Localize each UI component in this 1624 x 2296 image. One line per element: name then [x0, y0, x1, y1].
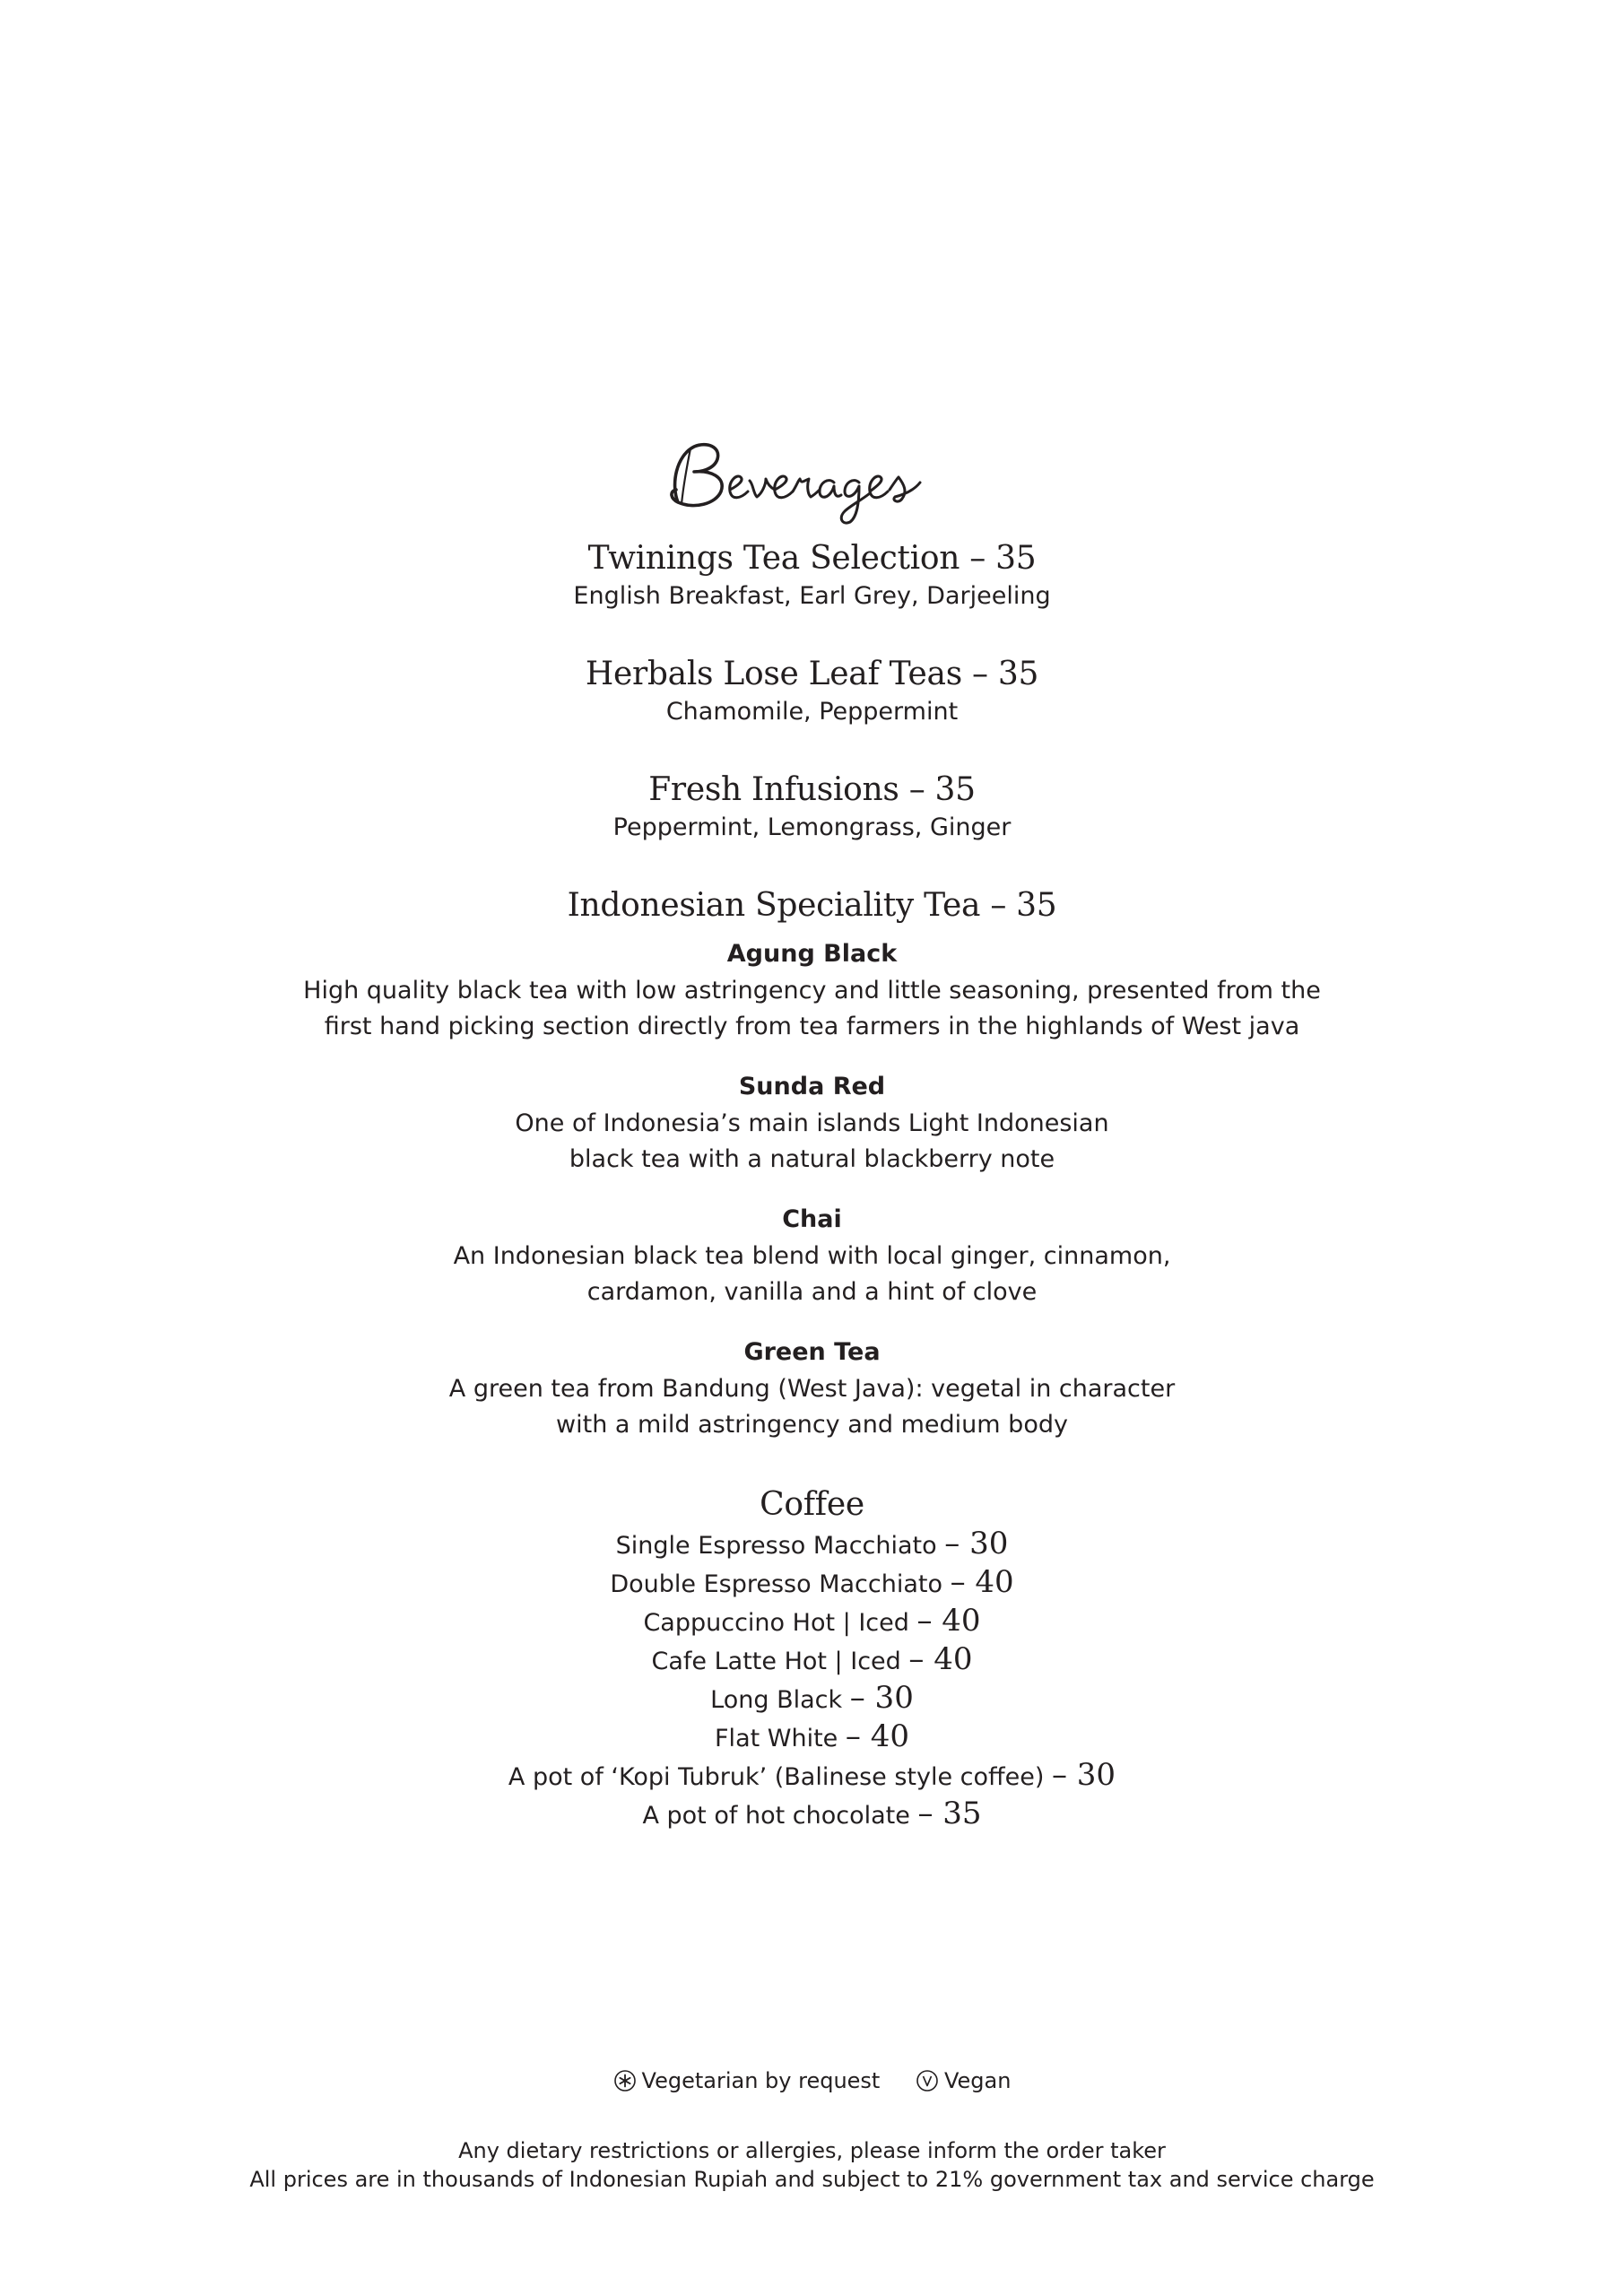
tea-description: One of Indonesia’s main islands Light Indonesian [515, 1109, 1109, 1137]
legend-vegan [916, 2065, 1011, 2097]
menu-title [0, 430, 1624, 529]
tea-description: An Indonesian black tea blend with local ginger, cinnamon, [453, 1242, 1171, 1270]
tea-item-agung-black [0, 937, 1624, 1045]
coffee-item [0, 1526, 1624, 1564]
dietary-legend [0, 2065, 1624, 2101]
tea-name: Agung Black [726, 940, 898, 968]
legend-label: Vegetarian by request [641, 2068, 881, 2093]
coffee-name: A pot of ‘Kopi Tubruk’ (Balinese style coffee) [508, 1763, 1045, 1791]
tea-section-herbals [0, 654, 1624, 729]
allergy-note: Any dietary restrictions or allergies, please inform the order taker [458, 2138, 1166, 2163]
coffee-name: Flat White [715, 1725, 838, 1752]
legend-label: Vegan [943, 2068, 1012, 2093]
tea-name: Green Tea [743, 1338, 881, 1366]
section-heading: Coffee [760, 1486, 864, 1523]
coffee-price: – 40 [950, 1564, 1014, 1600]
section-items: Chamomile, Peppermint [665, 698, 959, 726]
tea-item-green-tea [0, 1335, 1624, 1443]
beverages-script-title [651, 430, 974, 529]
coffee-section [0, 1484, 1624, 1834]
coffee-price: – 30 [944, 1526, 1009, 1561]
section-items: Peppermint, Lemongrass, Ginger [612, 813, 1012, 841]
legend-vegetarian [613, 2065, 881, 2097]
footer-notes [0, 2136, 1624, 2194]
coffee-price: – 30 [1051, 1757, 1116, 1793]
tea-description: cardamon, vanilla and a hint of clove [586, 1278, 1038, 1306]
menu-body [0, 538, 1624, 1834]
coffee-name: Cafe Latte Hot | Iced [651, 1648, 901, 1675]
asterisk-circle-icon [613, 2069, 637, 2092]
coffee-name: Long Black [710, 1686, 843, 1714]
tea-section-fresh-infusions [0, 770, 1624, 845]
speciality-tea-section [0, 885, 1624, 1443]
coffee-name: Cappuccino Hot | Iced [643, 1609, 909, 1637]
tea-description: first hand picking section directly from tea farmers in the highlands of West java [324, 1013, 1300, 1040]
tea-name: Sunda Red [738, 1073, 886, 1100]
coffee-item [0, 1796, 1624, 1834]
tea-section-twinings [0, 538, 1624, 613]
coffee-item [0, 1603, 1624, 1641]
tea-description: black tea with a natural blackberry note [569, 1145, 1055, 1173]
section-heading: Twinings Tea Selection – 35 [587, 540, 1037, 577]
coffee-price: – 40 [908, 1641, 973, 1677]
coffee-name: A pot of hot chocolate [642, 1802, 910, 1830]
section-heading: Fresh Infusions – 35 [648, 771, 976, 808]
coffee-item [0, 1641, 1624, 1680]
coffee-item [0, 1680, 1624, 1718]
tea-description: with a mild astringency and medium body [556, 1411, 1068, 1439]
tea-item-chai [0, 1203, 1624, 1310]
coffee-name: Single Espresso Macchiato [615, 1532, 937, 1560]
coffee-item [0, 1757, 1624, 1796]
section-heading: Herbals Lose Leaf Teas – 35 [585, 656, 1039, 692]
section-heading: Indonesian Speciality Tea – 35 [567, 887, 1057, 924]
tea-item-sunda-red [0, 1070, 1624, 1178]
coffee-name: Double Espresso Macchiato [610, 1570, 942, 1598]
coffee-price: – 35 [917, 1796, 982, 1831]
coffee-price: – 40 [916, 1603, 981, 1639]
tea-description: High quality black tea with low astringency and little seasoning, presented from the [303, 977, 1321, 1004]
v-circle-icon [916, 2069, 939, 2092]
coffee-item [0, 1718, 1624, 1757]
price-note: All prices are in thousands of Indonesian Rupiah and subject to 21% government tax and service charge [249, 2167, 1375, 2192]
coffee-price: – 30 [849, 1680, 914, 1716]
coffee-item [0, 1564, 1624, 1603]
tea-description: A green tea from Bandung (West Java): vegetal in character [448, 1375, 1176, 1403]
tea-name: Chai [782, 1205, 842, 1233]
coffee-price: – 40 [845, 1718, 909, 1754]
section-items: English Breakfast, Earl Grey, Darjeeling [573, 582, 1051, 610]
